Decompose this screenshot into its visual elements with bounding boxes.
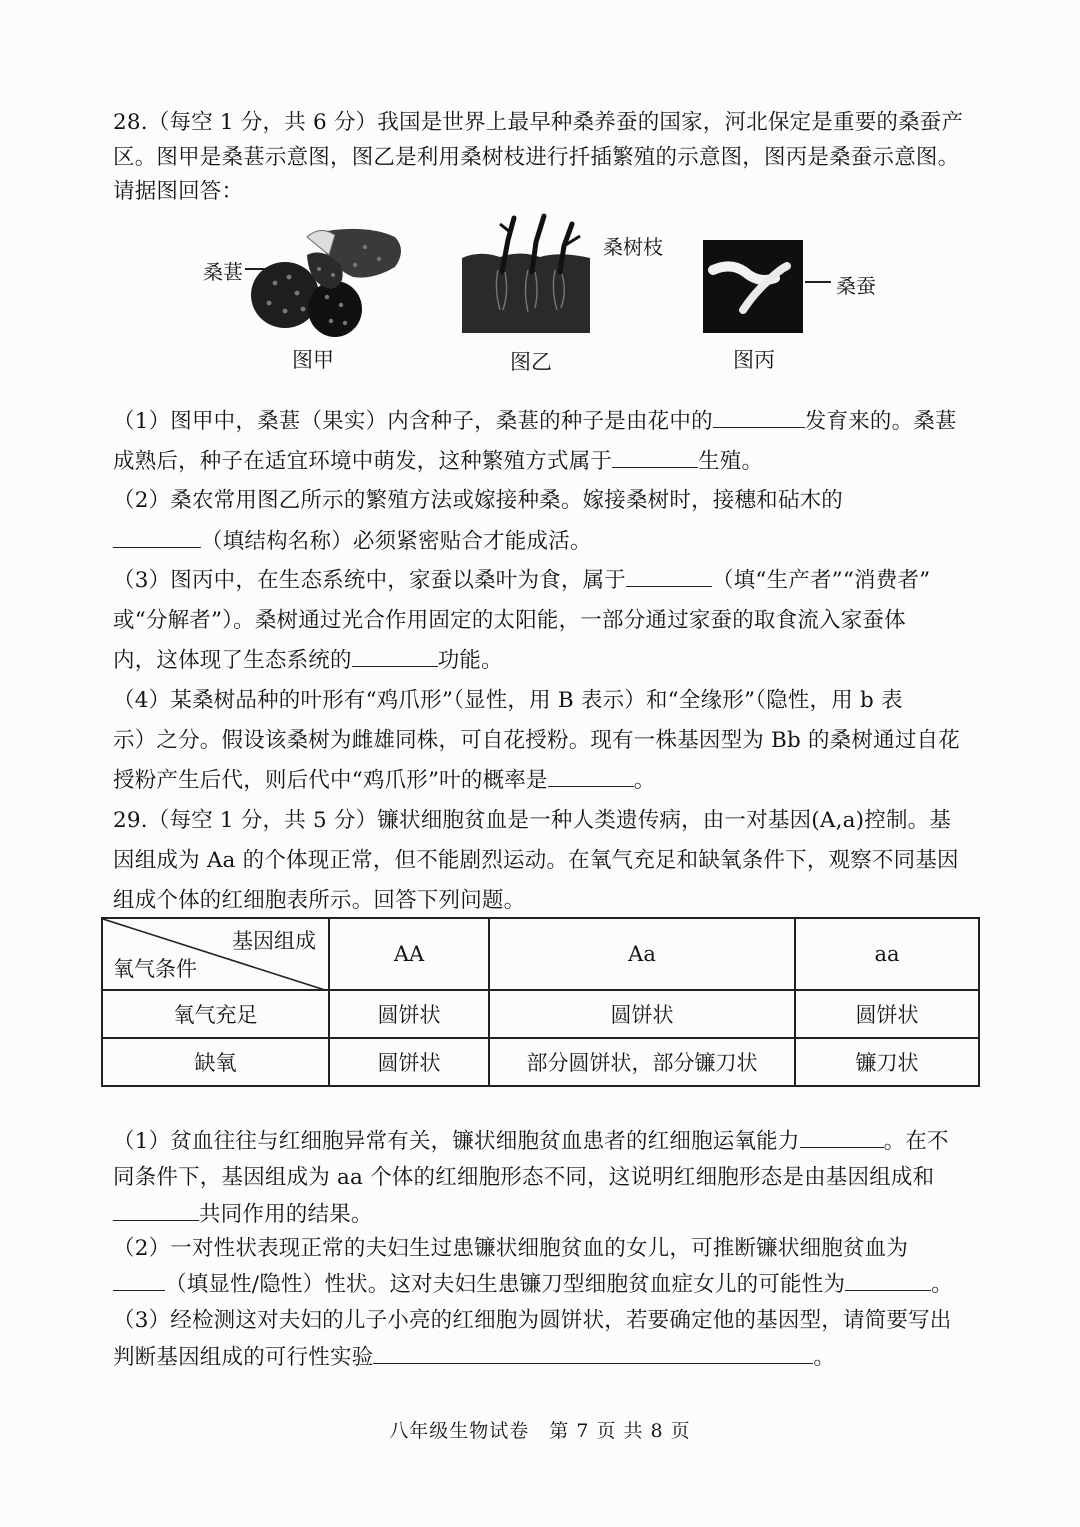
answer-blank[interactable] [352, 646, 438, 667]
answer-blank[interactable] [113, 1200, 199, 1221]
table-cell: 圆饼状 [795, 990, 979, 1038]
mulberry-figure [245, 225, 410, 337]
q28-3-line-3: 内，这体现了生态系统的 功能。 [113, 648, 503, 673]
genotype-table [101, 917, 980, 1087]
table-cell: 部分圆饼状，部分镰刀状 [489, 1038, 795, 1086]
cutting-figure [460, 210, 600, 335]
q29-1-line-3: 共同作用的结果。 [113, 1200, 983, 1230]
corner-bottom-label: 氧气条件 [113, 957, 197, 981]
q28-intro-line-2: 区。图甲是桑葚示意图，图乙是利用桑树枝进行扦插繁殖的示意图，图丙是桑蚕示意图。 [113, 145, 960, 170]
answer-blank[interactable] [713, 407, 805, 428]
answer-blank[interactable] [113, 1270, 165, 1291]
column-header: aa [795, 918, 979, 990]
table-row [102, 1038, 979, 1086]
table-cell: 圆饼状 [489, 990, 795, 1038]
answer-blank[interactable] [612, 447, 698, 468]
q28-4-line-1: （4）某桑树品种的叶形有“鸡爪形”（显性，用 B 表示）和“全缘形”（隐性，用 b 表 [113, 688, 903, 713]
answer-blank[interactable] [800, 1127, 884, 1148]
q28-1-line-1: （1）图甲中，桑葚（果实）内含种子，桑葚的种子是由花中的 发育来的。桑葚 [113, 409, 957, 434]
silkworm-figure [703, 240, 841, 333]
table-row [102, 990, 979, 1038]
table-cell: 圆饼状 [329, 1038, 489, 1086]
row-header: 缺氧 [102, 1038, 329, 1086]
q29-intro-line-3: 组成个体的红细胞表所示。回答下列问题。 [113, 888, 526, 913]
q28-3-line-2: 或“分解者”）。桑树通过光合作用固定的太阳能，一部分通过家蚕的取食流入家蚕体 [113, 608, 906, 633]
column-header: AA [329, 918, 489, 990]
q28-1-line-2: 成熟后，种子在适宜环境中萌发，这种繁殖方式属于 生殖。 [113, 449, 764, 474]
row-header: 氧气充足 [102, 990, 329, 1038]
q28-4-line-2: 示）之分。假设该桑树为雌雄同株，可自花授粉。现有一株基因型为 Bb 的桑树通过自花 [113, 728, 960, 753]
answer-blank[interactable] [845, 1270, 931, 1291]
answer-blank[interactable] [548, 766, 634, 787]
q28-3-line-1: （3）图丙中，在生态系统中，家蚕以桑叶为食，属于 （填“生产者”“消费者” [113, 568, 931, 593]
fig-yi-label: 桑树枝 [603, 235, 663, 259]
q29-3-line-2: 判断基因组成的可行性实验 。 [113, 1345, 836, 1370]
answer-blank[interactable] [626, 566, 712, 587]
q29-1-line-1: （1）贫血往往与红细胞异常有关，镰状细胞贫血患者的红细胞运氧能力 。在不 [113, 1129, 949, 1154]
q29-intro-line-1: 29.（每空 1 分，共 5 分）镰状细胞贫血是一种人类遗传病，由一对基因(A,a)控制。基 [113, 808, 952, 833]
table-header-row [102, 918, 979, 990]
table-corner-cell [102, 918, 329, 990]
table-cell: 圆饼状 [329, 990, 489, 1038]
page-footer: 八年级生物试卷 第 7 页 共 8 页 [389, 1420, 691, 1442]
q28-2-line-2: （填结构名称）必须紧密贴合才能成活。 [113, 527, 983, 557]
q28-intro-line-3: 请据图回答： [113, 179, 244, 204]
q29-1-line-2: 同条件下，基因组成为 aa 个体的红细胞形态不同，这说明红细胞形态是由基因组成和 [113, 1165, 935, 1190]
q29-2-line-2: （填显性/隐性）性状。这对夫妇生患镰刀型细胞贫血症女儿的可能性为 。 [113, 1270, 983, 1300]
answer-blank[interactable] [373, 1343, 813, 1364]
q28-4-line-3: 授粉产生后代，则后代中“鸡爪形”叶的概率是 。 [113, 768, 656, 793]
fig-jia-label: 桑葚 [203, 260, 243, 284]
q29-3-line-1: （3）经检测这对夫妇的儿子小亮的红细胞为圆饼状，若要确定他的基因型，请简要写出 [113, 1308, 952, 1333]
fig-jia-caption: 图甲 [292, 348, 334, 372]
fig-bing-label: 桑蚕 [836, 274, 876, 298]
fig-yi-caption: 图乙 [510, 350, 552, 374]
answer-blank[interactable] [113, 527, 201, 548]
fig-bing-caption: 图丙 [733, 348, 775, 372]
q29-intro-line-2: 因组成为 Aa 的个体现正常，但不能剧烈运动。在氧气充足和缺氧条件下，观察不同基因 [113, 848, 959, 873]
q28-2-line-1: （2）桑农常用图乙所示的繁殖方法或嫁接种桑。嫁接桑树时，接穗和砧木的 [113, 488, 843, 513]
table-cell: 镰刀状 [795, 1038, 979, 1086]
q28-intro-line-1: 28.（每空 1 分，共 6 分）我国是世界上最早种桑养蚕的国家，河北保定是重要的桑蚕产 [113, 110, 964, 135]
corner-top-label: 基因组成 [232, 929, 316, 953]
column-header: Aa [489, 918, 795, 990]
q29-2-line-1: （2）一对性状表现正常的夫妇生过患镰状细胞贫血的女儿，可推断镰状细胞贫血为 [113, 1236, 909, 1261]
